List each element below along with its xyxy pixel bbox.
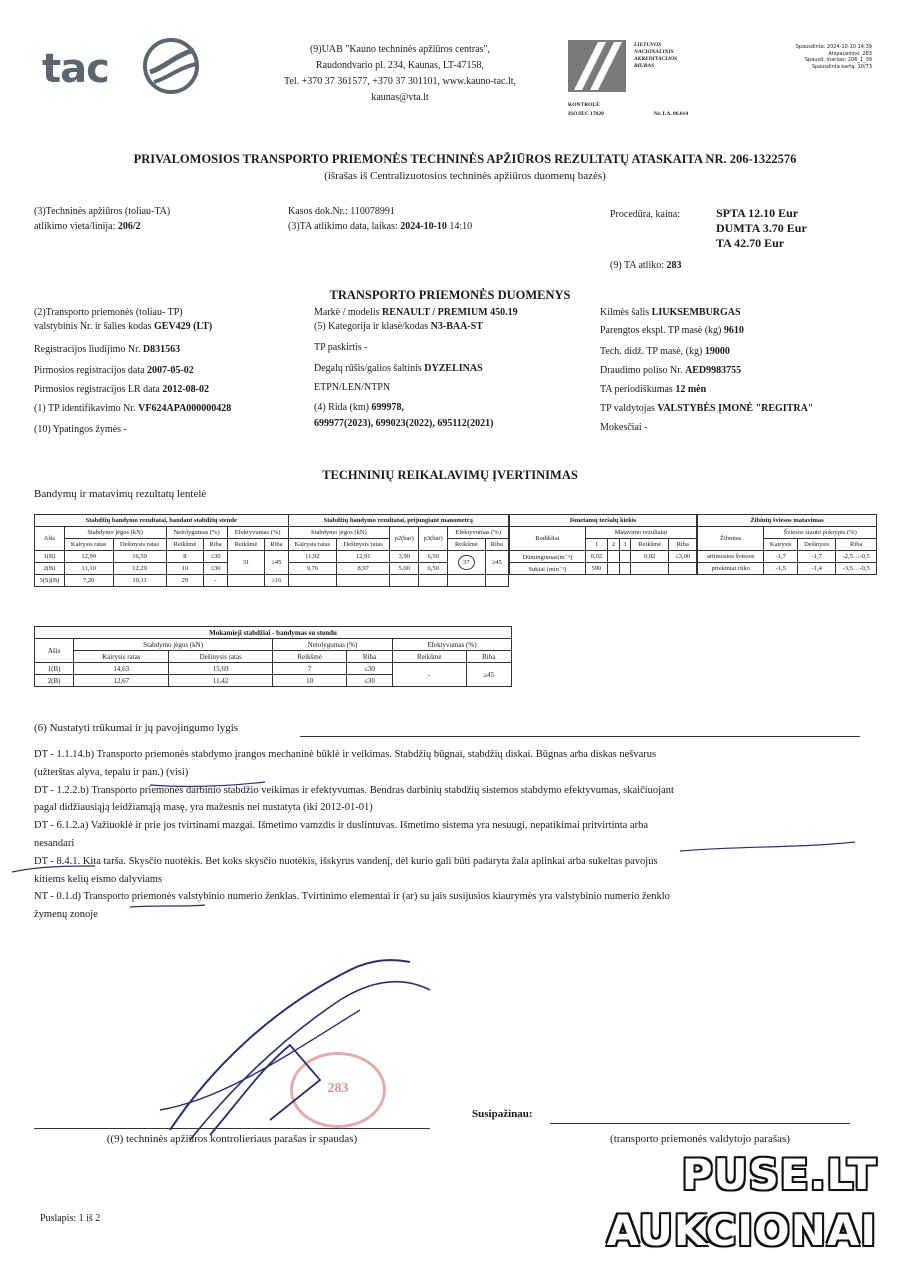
cell: 10,11 — [113, 575, 166, 587]
col-3: 3 — [619, 539, 630, 551]
vehicle-field-label: (2)Transporto priemonės (toliau- TP) — [34, 307, 183, 318]
procedure-label: Procedūra, kaina: — [610, 209, 680, 220]
cell: ≤30 — [347, 663, 393, 675]
brake-group-stand: Stabdžių bandymo rezultatai, bandant stabdžių stende — [35, 515, 289, 527]
vehicle-field-label: Markė / modelis — [314, 307, 380, 318]
date-value: 2024-10-10 — [400, 221, 447, 232]
inspector-caption: ((9) techninės apžiūros kontrolieriaus parašas ir spaudas) — [106, 1133, 358, 1145]
cell: 29 — [166, 575, 204, 587]
col-eff: Efektyvumas (%) — [227, 527, 288, 539]
defect-line: kitiems kelių eismo dalyviams — [34, 873, 163, 885]
company-line: Tel. +370 37 361577, +370 37 301101, www.kauno-tac.lt, — [283, 76, 517, 87]
exhaust-title: Išmetamų teršalų kiekis — [510, 515, 697, 527]
stamp-number: 283 — [327, 1081, 349, 1096]
brake-group-manometer: Stabdžių bandymo rezultatai, prijungiant manometrą — [288, 515, 508, 527]
cell: 6,50 — [419, 551, 448, 563]
cell: 1(B) — [35, 551, 65, 563]
vehicle-field-label: valstybinis Nr. ir šalies kodas — [34, 321, 152, 332]
vehicle-field-label: TP valdytojas — [600, 403, 655, 414]
vehicle-field-label: Tech. didž. TP masė, (kg) — [600, 346, 703, 357]
cell: 12,67 — [74, 675, 169, 687]
col-1: 1 — [585, 539, 608, 551]
company-line: (9)UAB "Kauno techninės apžiūros centras", — [309, 44, 491, 55]
cell: 11,10 — [64, 563, 113, 575]
vehicle-owner: VALSTYBĖS ĮMONĖ "REGITRA" — [657, 403, 814, 414]
cash-doc-value: 110078991 — [350, 206, 395, 217]
accreditation-std: ISO/IEC 17020 — [568, 111, 604, 117]
category: N3-BAA-ST — [430, 321, 483, 332]
report-subtitle: (išrašas iš Centralizuotosios techninės apžiūros duomenų bazės) — [324, 170, 606, 182]
sub-value: Reikšmė — [273, 651, 347, 663]
fuel-type: DYZELINAS — [424, 363, 483, 374]
cell: ≥45 — [485, 551, 508, 575]
cell: -1,4 — [798, 563, 836, 575]
cell: 7,20 — [64, 575, 113, 587]
sub-left: Kairysis ratas — [74, 651, 169, 663]
price-line: TA 42.70 Eur — [716, 236, 785, 250]
col-uneven: Netolygumas (%) — [273, 639, 393, 651]
defect-line: DT - 8.4.1. Kita tarša. Skysčio nuotėkis. Bet koks skysčio nuotėkis, išskyrus vandenį, dėl kurio gali būti padaryta žala aplinkai arba sukeltas pavojus — [34, 855, 658, 867]
vehicle-plate: GEV429 (LT) — [154, 321, 213, 332]
vehicle-field-label: Kilmės šalis — [600, 307, 650, 318]
cell: 3(S)(B) — [35, 575, 65, 587]
first-registration-lt: 2012-08-02 — [162, 384, 209, 395]
price-line: DUMTA 3.70 Eur — [716, 221, 807, 235]
cell: - — [204, 575, 228, 587]
col-p2: p2(bar) — [390, 527, 419, 551]
cell: -1,5 — [764, 563, 798, 575]
accreditation-line: AKREDITACIJOS — [634, 56, 678, 62]
cell: 590 — [585, 563, 608, 575]
curb-mass: 9610 — [723, 325, 744, 336]
vehicle-field-label: Parengtos ekspl. TP masė (kg) — [600, 325, 722, 336]
cell: priekiniai rūko — [698, 563, 764, 575]
print-line: Atspausdino: 283 — [828, 50, 872, 57]
cell: ≤30 — [204, 551, 228, 563]
cell: 2(B) — [35, 675, 74, 687]
vehicle-field-label: Mokesčiai - — [600, 422, 648, 433]
accreditation-line: LIETUVOS — [634, 42, 662, 48]
done-by-label: (9) TA atliko: — [610, 260, 665, 271]
owner-caption: (transporto priemonės valdytojo parašas) — [610, 1133, 790, 1145]
inspection-place-label: (3)Techninės apžiūros (toliau-TA) — [34, 206, 171, 217]
mileage-history: 699977(2023), 699023(2022), 695112(2021) — [314, 418, 494, 429]
cell: 16,59 — [113, 551, 166, 563]
sub-right: Dešinysis — [798, 539, 836, 551]
cell: - — [392, 663, 466, 687]
cell: 10 — [273, 675, 347, 687]
col-lights: Žibintas — [698, 527, 764, 551]
sub-limit: Riba — [485, 539, 508, 551]
inspector-signature — [150, 950, 450, 1150]
cell: 8 — [166, 551, 204, 563]
vehicle-field-label: ETPN/LEN/NTPN — [314, 382, 391, 393]
company-line: kaunas@vta.lt — [371, 92, 429, 103]
vehicle-field-label: (1) TP identifikavimo Nr. — [34, 403, 136, 414]
sub-value: Reikšmė — [227, 539, 264, 551]
cell: 2(B) — [35, 563, 65, 575]
cell: 10 — [166, 563, 204, 575]
park-title: Mokamieji stabdžiai - bandymas su stendu — [35, 627, 512, 639]
print-line: Spausdinta: 2024-10-10 14:39 — [795, 44, 872, 50]
first-registration: 2007-05-02 — [147, 365, 194, 376]
defect-line: (užterštas alyva, tepalu ir pan.) (visi) — [34, 766, 189, 778]
cell: -1,7 — [798, 551, 836, 563]
company-line: Raudondvario pl. 234, Kaunas, LT-47158, — [315, 60, 485, 71]
vehicle-field-label: Pirmosios registracijos LR data — [34, 384, 160, 395]
cell: 9,76 — [288, 563, 337, 575]
cell: 12,91 — [337, 551, 390, 563]
cell: -1,7 — [764, 551, 798, 563]
cell: -2,5…-0,5 — [836, 551, 877, 563]
cell: Dūmingumas(m⁻¹) — [510, 551, 586, 563]
cell: 8,97 — [337, 563, 390, 575]
col-force: Stabdymo jėgos (kN) — [74, 639, 273, 651]
sub-limit: Riba — [265, 539, 288, 551]
cell: 11,42 — [169, 675, 273, 687]
col-force: Stabdymo jėgos (kN) — [64, 527, 166, 539]
cell: 6,50 — [419, 563, 448, 575]
sub-value: Reikšmė — [392, 651, 466, 663]
mileage: 699978, — [371, 402, 404, 413]
vin: VF624APA000000428 — [138, 403, 232, 414]
col-force2: Stabdymo jėgos (kN) — [288, 527, 390, 539]
cash-doc-label: Kasos dok.Nr.: — [288, 206, 348, 217]
page-number: Puslapis: 1 iš 2 — [40, 1213, 101, 1224]
logo-text: tac — [42, 46, 109, 92]
cell: 31 — [227, 551, 264, 575]
cell: 14,63 — [74, 663, 169, 675]
done-by-value: 283 — [666, 260, 682, 271]
print-line: Spausd. maršas: 206_1_39 — [804, 57, 872, 63]
cell: ≥45 — [466, 663, 512, 687]
date-label: (3)TA atlikimo data, laikas: — [288, 221, 398, 232]
defect-line: DT - 1.2.2.b) Transporto priemonės darbinio stabdžio veikimas ir efektyvumas. Bendras darbinių stabdžių sistemos stabdymo efektyvumas, skaičiuojant — [34, 784, 674, 796]
make-model: RENAULT / PREMIUM 450.19 — [382, 307, 518, 318]
vehicle-field-label: TA periodiškumas — [600, 384, 673, 395]
col-axle: Ašis — [35, 639, 74, 663]
cell: 0,02 — [631, 551, 669, 563]
sub-right: Dešinysis ratas — [113, 539, 166, 551]
col-2: 2 — [608, 539, 619, 551]
vehicle-field-label: TP paskirtis - — [314, 342, 368, 353]
cell: artimosios šviesos — [698, 551, 764, 563]
cell: 0,02 — [585, 551, 608, 563]
vehicle-field-label: Degalų rūšis/galios šaltinis — [314, 363, 422, 374]
sub-value: Reikšmė — [448, 539, 485, 551]
cell: ≤30 — [347, 675, 393, 687]
vehicle-field-label: (10) Ypatingos žymės - — [34, 424, 127, 435]
cell: ≥45 — [265, 551, 288, 575]
accreditation-line: BIURAS — [634, 63, 655, 69]
table-caption: Bandymų ir matavimų rezultatų lentelė — [34, 488, 207, 500]
sub-left: Kairysis — [764, 539, 798, 551]
col-eff2: Efektyvumas (%) — [448, 527, 509, 539]
cell: Sukiai (min⁻¹) — [510, 563, 586, 575]
defect-line: nesandari — [34, 837, 75, 849]
print-line: Spausdinta kartą: 10/73 — [811, 63, 872, 70]
accreditation-label: KONTROLĖ — [568, 102, 600, 108]
inspection-period: 12 mėn — [675, 384, 707, 395]
price-line: SPTA 12.10 Eur — [716, 206, 799, 220]
inspection-line-value: 206/2 — [117, 221, 141, 232]
report-title: PRIVALOMOSIOS TRANSPORTO PRIEMONĖS TECHNINĖS APŽIŪROS REZULTATŲ ATASKAITA NR. 206-1322576 — [133, 152, 797, 166]
cell: 3,90 — [390, 551, 419, 563]
origin-country: LIUKSEMBURGAS — [651, 307, 741, 318]
sub-right: Dešinysis ratas — [337, 539, 390, 551]
cell: 1(B) — [35, 663, 74, 675]
col-uneven: Netolygumas (%) — [166, 527, 227, 539]
insurance-policy: AED9983755 — [685, 365, 742, 376]
cell: 7 — [273, 663, 347, 675]
defect-line: žymenų zonoje — [34, 909, 98, 921]
watermark-line2: AUKCIONAI — [606, 1206, 877, 1255]
vehicle-field-label: Draudimo poliso Nr. — [600, 365, 683, 376]
sub-left: Kairysis ratas — [288, 539, 337, 551]
defect-line: NT - 0.1.d) Transporto priemonės valstybinio numerio ženklas. Tvirtinimo elementai ir (ar) su jais susijusios kiaurymės yra valstybinio numerio ženklo — [34, 891, 670, 903]
max-mass: 19000 — [704, 346, 730, 357]
cell: 15,69 — [169, 663, 273, 675]
time-value: 14:10 — [449, 221, 473, 232]
sub-limit: Riba — [204, 539, 228, 551]
sub-value: Reikšmė — [166, 539, 204, 551]
accreditation-nr: Nr. LA. 06.014 — [654, 111, 689, 117]
sub-limit: Riba — [347, 651, 393, 663]
col-limit: Riba — [669, 539, 697, 551]
requirements-heading: TECHNINIŲ REIKALAVIMŲ ĮVERTINIMAS — [322, 468, 578, 482]
vehicle-field-label: Pirmosios registracijos data — [34, 365, 145, 376]
col-axle: Ašis — [35, 527, 65, 551]
cell: 11,92 — [288, 551, 337, 563]
vehicle-field-label: (4) Rida (km) — [314, 402, 369, 413]
cell: ≤30 — [204, 563, 228, 575]
col-results: Matavimo rezultatai — [585, 527, 696, 539]
col-eff: Efektyvumas (%) — [392, 639, 511, 651]
cell: -3,5…-0,5 — [836, 563, 877, 575]
cell: 12,29 — [113, 563, 166, 575]
cell: 5,00 — [390, 563, 419, 575]
vehicle-heading: TRANSPORTO PRIEMONĖS DUOMENYS — [329, 288, 571, 302]
defects-heading: (6) Nustatyti trūkumai ir jų pavojingumo lygis — [34, 722, 239, 734]
col-indicator: Rodikliai — [510, 527, 586, 551]
vehicle-field-label: Registracijos liudijimo Nr. — [34, 344, 141, 355]
watermark-line1: PUSE.LT — [681, 1150, 877, 1199]
circled-value: 37 — [458, 555, 475, 570]
col-value: Reikšmė — [631, 539, 669, 551]
inspection-line-label: atlikimo vieta/linija: — [34, 221, 116, 232]
col-tilt: Šviesos srauto pokrypis (%) — [764, 527, 877, 539]
sub-limit: Riba — [836, 539, 877, 551]
cell: 12,99 — [64, 551, 113, 563]
defect-line: pagal didžiausiąją leidžiamąją masę, yra mažesnis nei nustatyta (iki 2012-01-01) — [34, 802, 373, 814]
accreditation-line: NACIONALINIS — [634, 49, 674, 55]
acknowledge-label: Susipažinau: — [472, 1108, 533, 1120]
sub-limit: Riba — [466, 651, 512, 663]
col-p3: p3(bar) — [419, 527, 448, 551]
cell: ≤3,00 — [669, 551, 697, 563]
sub-left: Kairysis ratas — [64, 539, 113, 551]
registration-cert: D831563 — [142, 344, 181, 355]
defect-line: DT - 6.1.2.a) Važiuoklė ir prie jos tvirtinami mazgai. Išmetimo vamzdis ir duslintuvas. Išmetimo sistema yra nesuugi, nepatikimai pritvirtinta arba — [34, 820, 649, 832]
cell: ≥16 — [265, 575, 288, 587]
lights-title: Žibintų šviesos matavimas — [698, 515, 877, 527]
sub-right: Dešinysis ratas — [169, 651, 273, 663]
defect-line: DT - 1.1.14.b) Transporto priemonės stabdymo įrangos mechaninė būklė ir veikimas. Stabdžių būgnai, stabdžių diskai. Būgnas arba diskas nešvarus — [34, 749, 657, 760]
vehicle-field-label: (5) Kategorija ir klasė/kodas — [314, 321, 429, 332]
